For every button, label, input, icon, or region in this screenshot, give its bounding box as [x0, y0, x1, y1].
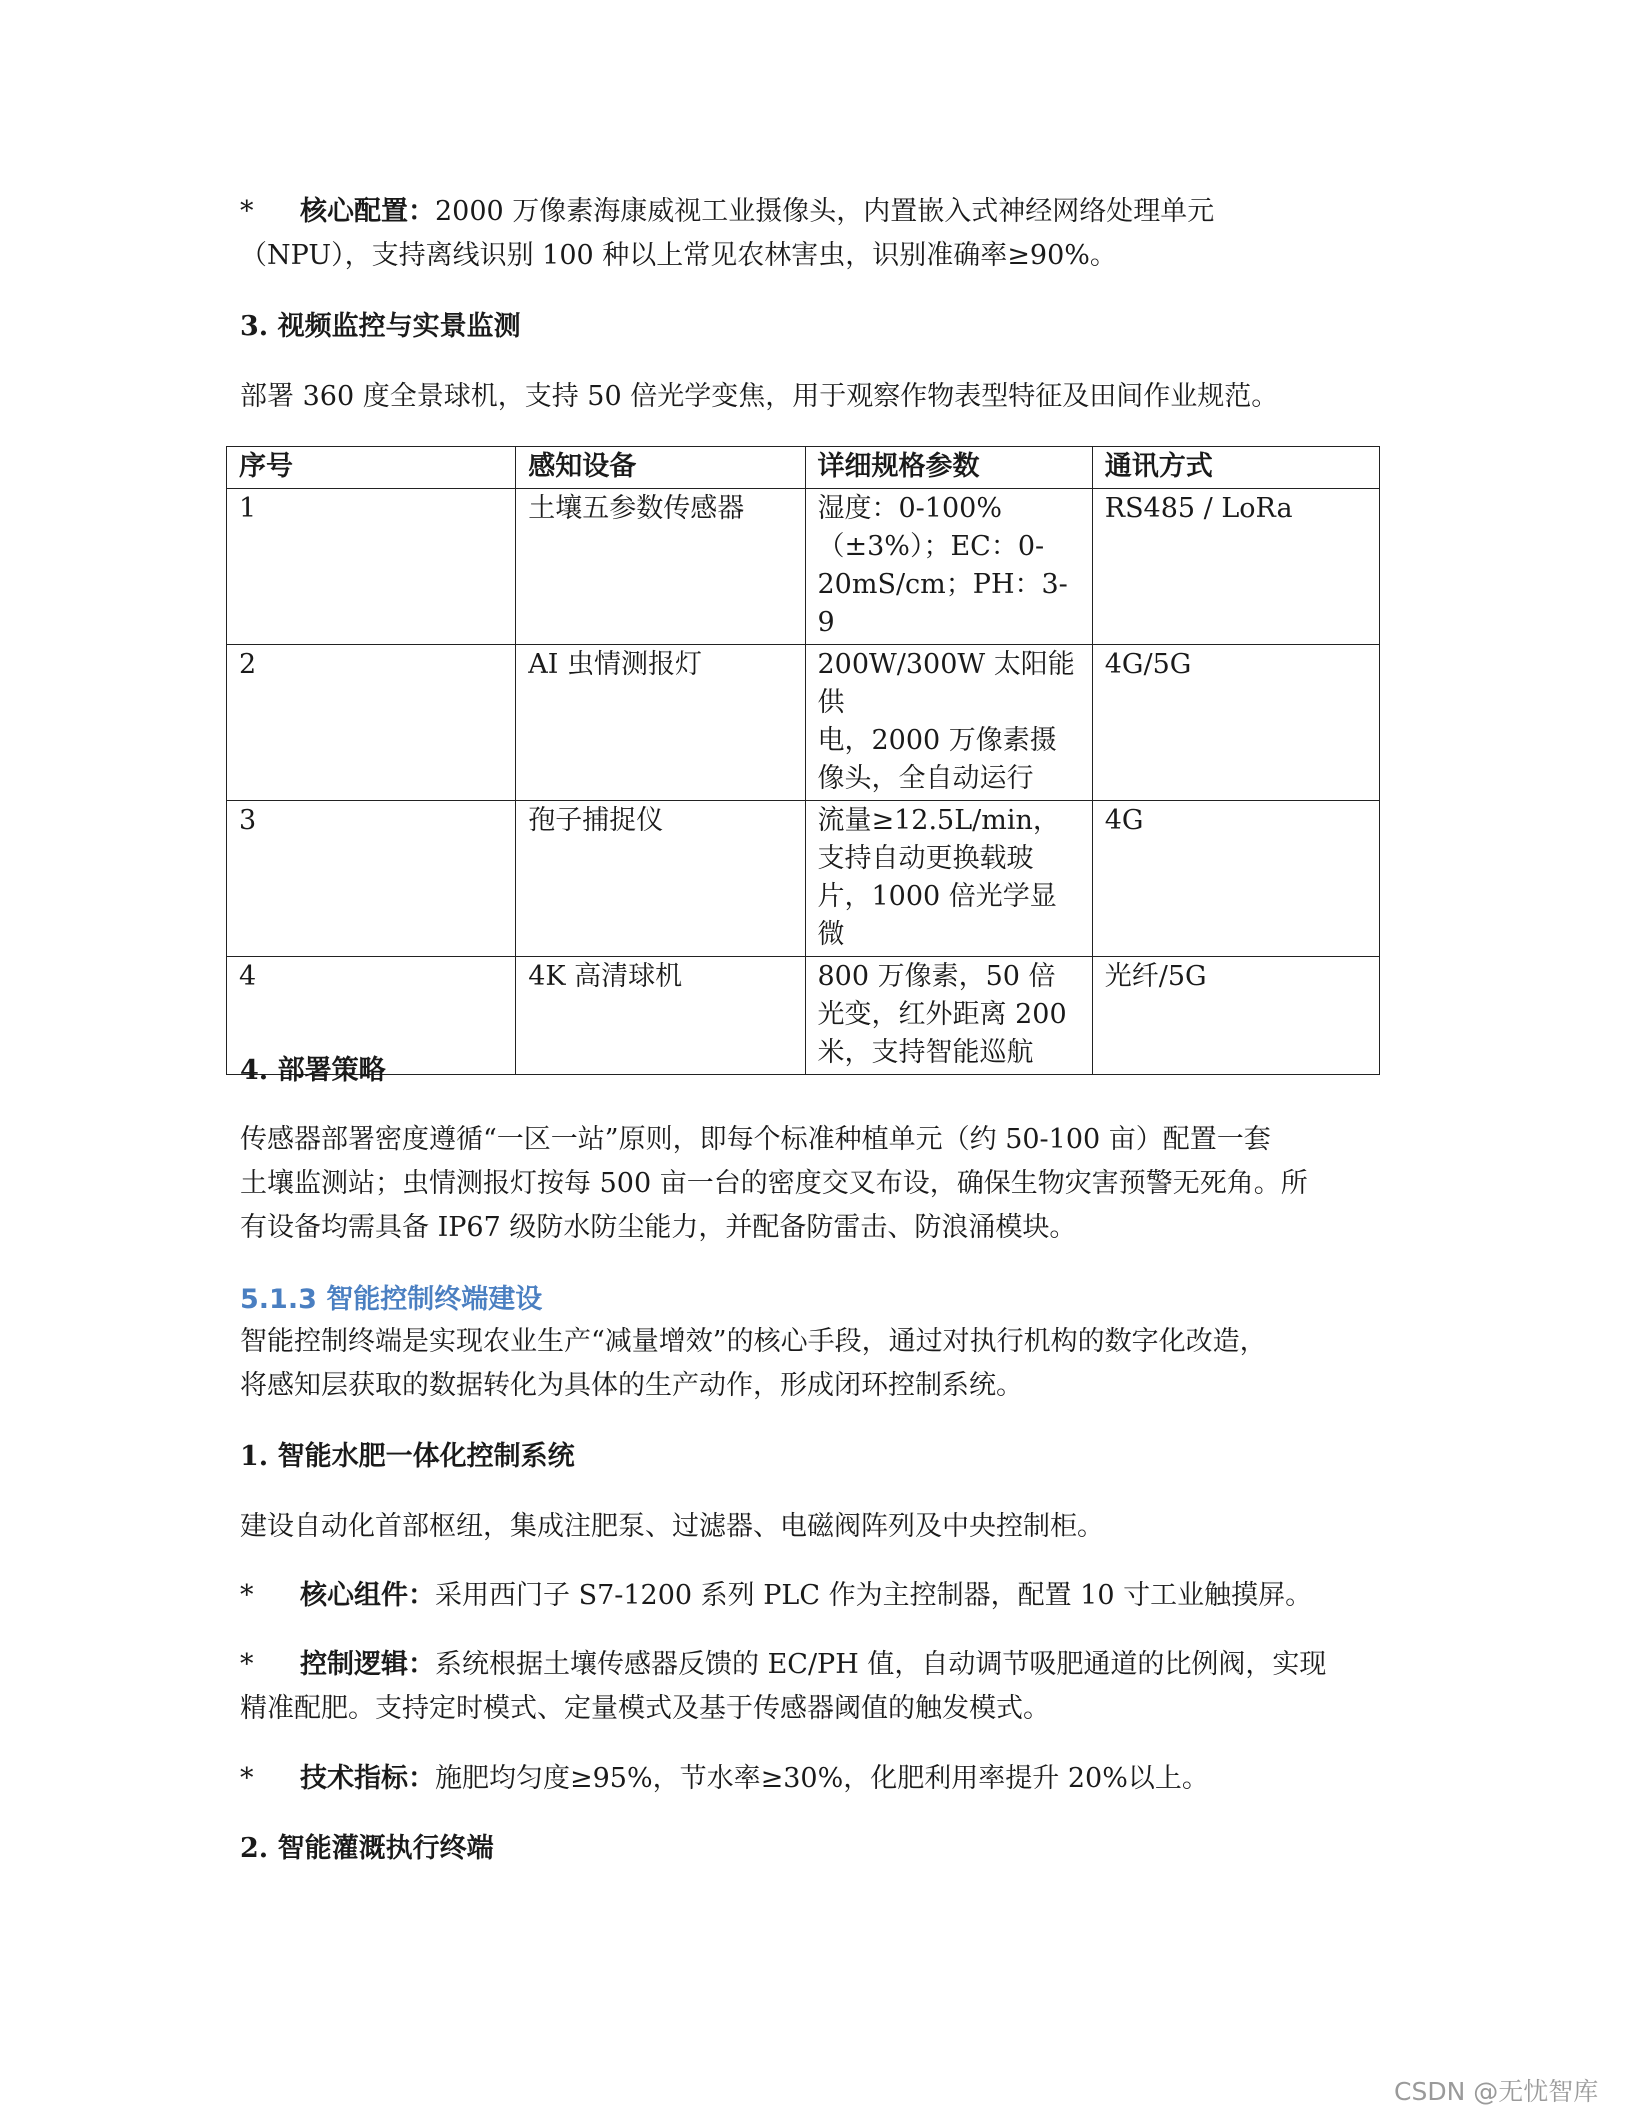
paragraph-line: 土壤监测站；虫情测报灯按每 500 亩一台的密度交叉布设，确保生物灾害预警无死角。所 — [240, 1168, 1308, 1199]
bullet-text: 施肥均匀度≥95%，节水率≥30%，化肥利用率提升 20%以上。 — [435, 1763, 1209, 1794]
spec-line: 800 万像素，50 倍 — [817, 961, 1056, 992]
table-header-cell: 通讯方式 — [1092, 447, 1379, 489]
table-header-row — [227, 447, 1380, 489]
paragraph-line: 智能控制终端是实现农业生产“减量增效”的核心手段，通过对执行机构的数字化改造， — [240, 1326, 1267, 1357]
bullet-item — [240, 1643, 1390, 1731]
section-paragraph: 建设自动化首部枢纽，集成注肥泵、过滤器、电磁阀阵列及中央控制柜。 — [240, 1511, 1104, 1542]
spec-line: 支持自动更换载玻 — [817, 843, 1034, 874]
spec-line: 微 — [817, 919, 845, 950]
table-cell-no: 1 — [227, 489, 516, 645]
table-cell-device: 土壤五参数传感器 — [516, 489, 805, 645]
table-cell-comm: RS485 / LoRa — [1092, 489, 1379, 645]
spec-line: 电，2000 万像素摄 — [817, 725, 1057, 756]
table-cell-comm: 4G — [1092, 801, 1379, 957]
bullet-star: * — [240, 1763, 254, 1794]
bullet-star: * — [240, 1580, 254, 1611]
table-cell-comm: 光纤/5G — [1092, 957, 1379, 1075]
bullet-text: 系统根据土壤传感器反馈的 EC/PH 值，自动调节吸肥通道的比例阀，实现 — [435, 1649, 1327, 1680]
bullet-star: * — [240, 196, 254, 227]
spec-line: 片，1000 倍光学显 — [817, 881, 1057, 912]
section-heading: 1. 智能水肥一体化控制系统 — [240, 1441, 575, 1472]
table-cell-device: AI 虫情测报灯 — [516, 645, 805, 801]
table-cell-no: 4 — [227, 957, 516, 1075]
spec-line: 湿度：0-100% — [817, 493, 1002, 524]
watermark: CSDN @无忧智库 — [1394, 2077, 1599, 2106]
table-cell-no: 2 — [227, 645, 516, 801]
table-header-cell: 详细规格参数 — [805, 447, 1092, 489]
spec-line: 像头，全自动运行 — [817, 763, 1034, 794]
section-paragraph: 部署 360 度全景球机，支持 50 倍光学变焦，用于观察作物表型特征及田间作业规范。 — [240, 381, 1279, 412]
section-heading: 4. 部署策略 — [240, 1055, 386, 1086]
spec-line: 20mS/cm；PH：3-9 — [817, 569, 1068, 638]
section-heading: 3. 视频监控与实景监测 — [240, 311, 521, 342]
table-row — [227, 489, 1380, 645]
table-header-cell: 序号 — [227, 447, 516, 489]
intro-bullet — [240, 190, 1390, 278]
table-cell-spec — [805, 489, 1092, 645]
bullet-item — [240, 1574, 1390, 1618]
table-cell-no: 3 — [227, 801, 516, 957]
bullet-item — [240, 1757, 1390, 1801]
table-row — [227, 645, 1380, 801]
section-paragraph — [240, 1320, 1390, 1408]
spec-line: 流量≥12.5L/min， — [817, 805, 1060, 836]
subsection-heading: 5.1.3 智能控制终端建设 — [240, 1284, 543, 1315]
device-spec-table — [226, 446, 1380, 1075]
spec-line: 米，支持智能巡航 — [817, 1037, 1034, 1068]
table-cell-device: 4K 高清球机 — [516, 957, 805, 1075]
section-paragraph — [240, 1118, 1390, 1250]
bullet-label: 核心配置： — [300, 196, 435, 227]
table-cell-comm: 4G/5G — [1092, 645, 1379, 801]
bullet-text-cont: （NPU），支持离线识别 100 种以上常见农林害虫，识别准确率≥90%。 — [240, 240, 1117, 271]
section-heading: 2. 智能灌溉执行终端 — [240, 1833, 494, 1864]
bullet-label: 技术指标： — [300, 1763, 435, 1794]
table-header-cell: 感知设备 — [516, 447, 805, 489]
table-cell-device: 孢子捕捉仪 — [516, 801, 805, 957]
spec-line: （±3%）；EC：0- — [817, 531, 1045, 562]
spec-line: 光变，红外距离 200 — [817, 999, 1067, 1030]
bullet-label: 控制逻辑： — [300, 1649, 435, 1680]
paragraph-line: 有设备均需具备 IP67 级防水防尘能力，并配备防雷击、防浪涌模块。 — [240, 1212, 1077, 1243]
bullet-star: * — [240, 1649, 254, 1680]
table-cell-spec — [805, 645, 1092, 801]
bullet-label: 核心组件： — [300, 1580, 435, 1611]
bullet-text: 2000 万像素海康威视工业摄像头，内置嵌入式神经网络处理单元 — [435, 196, 1215, 227]
paragraph-line: 传感器部署密度遵循“一区一站”原则，即每个标准种植单元（约 50-100 亩）配置一套 — [240, 1124, 1271, 1155]
bullet-text-cont: 精准配肥。支持定时模式、定量模式及基于传感器阈值的触发模式。 — [240, 1693, 1050, 1724]
table-cell-spec — [805, 801, 1092, 957]
table-row — [227, 801, 1380, 957]
bullet-text: 采用西门子 S7-1200 系列 PLC 作为主控制器，配置 10 寸工业触摸屏。 — [435, 1580, 1313, 1611]
paragraph-line: 将感知层获取的数据转化为具体的生产动作，形成闭环控制系统。 — [240, 1370, 1023, 1401]
spec-line: 200W/300W 太阳能供 — [817, 649, 1075, 718]
